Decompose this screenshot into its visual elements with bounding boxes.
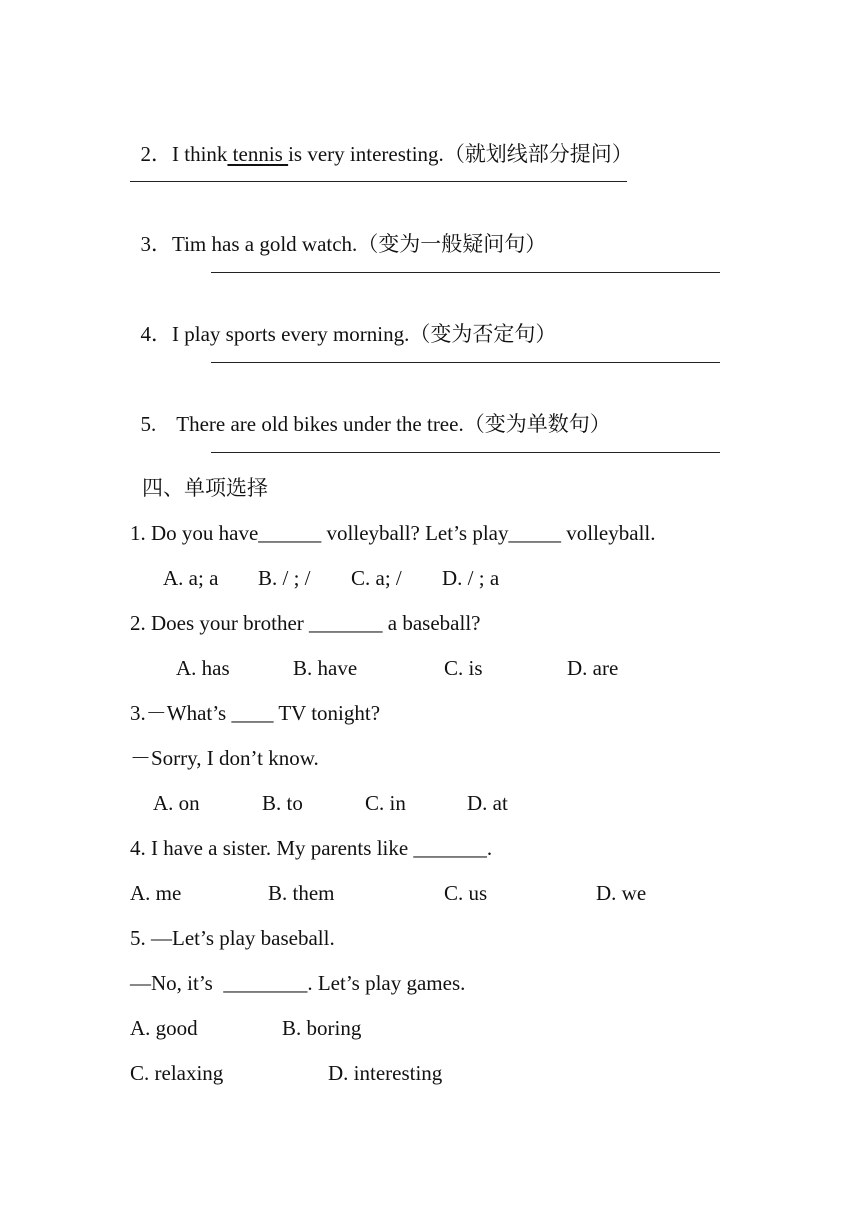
question-3-text: 3．Tim has a gold watch. bbox=[140, 232, 358, 256]
mc-4-option-c[interactable]: C. us bbox=[444, 881, 488, 905]
question-5-instruction: （变为单数句） bbox=[463, 412, 611, 436]
mc-2-option-d[interactable]: D. are bbox=[567, 656, 619, 680]
mc-1-option-b[interactable]: B. / ; / bbox=[258, 566, 311, 590]
mc-2-option-a[interactable]: A. has bbox=[176, 656, 230, 680]
mc-5-option-c[interactable]: C. relaxing bbox=[130, 1061, 224, 1085]
mc-3-option-a[interactable]: A. on bbox=[153, 791, 200, 815]
question-2-pre: I think bbox=[172, 142, 228, 166]
mc-question-4: 4. I have a sister. My parents like _______. bbox=[130, 836, 493, 860]
question-2-instruction: （就划线部分提问） bbox=[443, 142, 633, 166]
mc-5-option-d[interactable]: D. interesting bbox=[328, 1061, 443, 1085]
mc-5-option-b[interactable]: B. boring bbox=[282, 1016, 362, 1040]
question-2 bbox=[130, 115, 633, 167]
mc-3-option-c[interactable]: C. in bbox=[365, 791, 406, 815]
mc-question-5-reply: —No, it’s ________. Let’s play games. bbox=[130, 971, 466, 995]
mc-5-option-a[interactable]: A. good bbox=[130, 1016, 198, 1040]
mc-question-5: 5. —Let’s play baseball. bbox=[130, 926, 335, 950]
question-3 bbox=[130, 205, 546, 257]
mc-3-option-d[interactable]: D. at bbox=[467, 791, 508, 815]
answer-line-5[interactable] bbox=[211, 452, 720, 453]
mc-1-option-d[interactable]: D. / ; a bbox=[442, 566, 500, 590]
mc-question-1: 1. Do you have______ volleyball? Let’s play_____ volleyball. bbox=[130, 521, 656, 545]
mc-4-option-d[interactable]: D. we bbox=[596, 881, 647, 905]
question-4-instruction: （变为否定句） bbox=[409, 322, 557, 346]
question-5-text: There are old bikes under the tree. bbox=[176, 412, 464, 436]
mc-question-2: 2. Does your brother _______ a baseball? bbox=[130, 611, 481, 635]
section-heading: 四、单项选择 bbox=[142, 476, 268, 500]
question-4 bbox=[130, 295, 556, 347]
answer-line-2[interactable] bbox=[130, 181, 627, 182]
mc-question-3: 3.－What’s ____ TV tonight? bbox=[130, 701, 381, 725]
question-4-text: 4．I play sports every morning. bbox=[140, 322, 410, 346]
mc-2-option-c[interactable]: C. is bbox=[444, 656, 483, 680]
question-2-number: 2． bbox=[140, 142, 172, 166]
mc-1-option-c[interactable]: C. a; / bbox=[351, 566, 402, 590]
answer-line-4[interactable] bbox=[211, 362, 720, 363]
question-5 bbox=[130, 385, 611, 437]
question-2-post: is very interesting. bbox=[288, 142, 444, 166]
question-5-number: 5. bbox=[140, 412, 157, 436]
mc-1-option-a[interactable]: A. a; a bbox=[163, 566, 219, 590]
answer-line-3[interactable] bbox=[211, 272, 720, 273]
question-2-underlined-word: tennis bbox=[227, 142, 289, 166]
mc-question-3-reply: －Sorry, I don’t know. bbox=[130, 746, 319, 770]
question-3-instruction: （变为一般疑问句） bbox=[357, 232, 547, 256]
mc-4-option-a[interactable]: A. me bbox=[130, 881, 182, 905]
mc-2-option-b[interactable]: B. have bbox=[293, 656, 358, 680]
mc-4-option-b[interactable]: B. them bbox=[268, 881, 335, 905]
mc-3-option-b[interactable]: B. to bbox=[262, 791, 303, 815]
